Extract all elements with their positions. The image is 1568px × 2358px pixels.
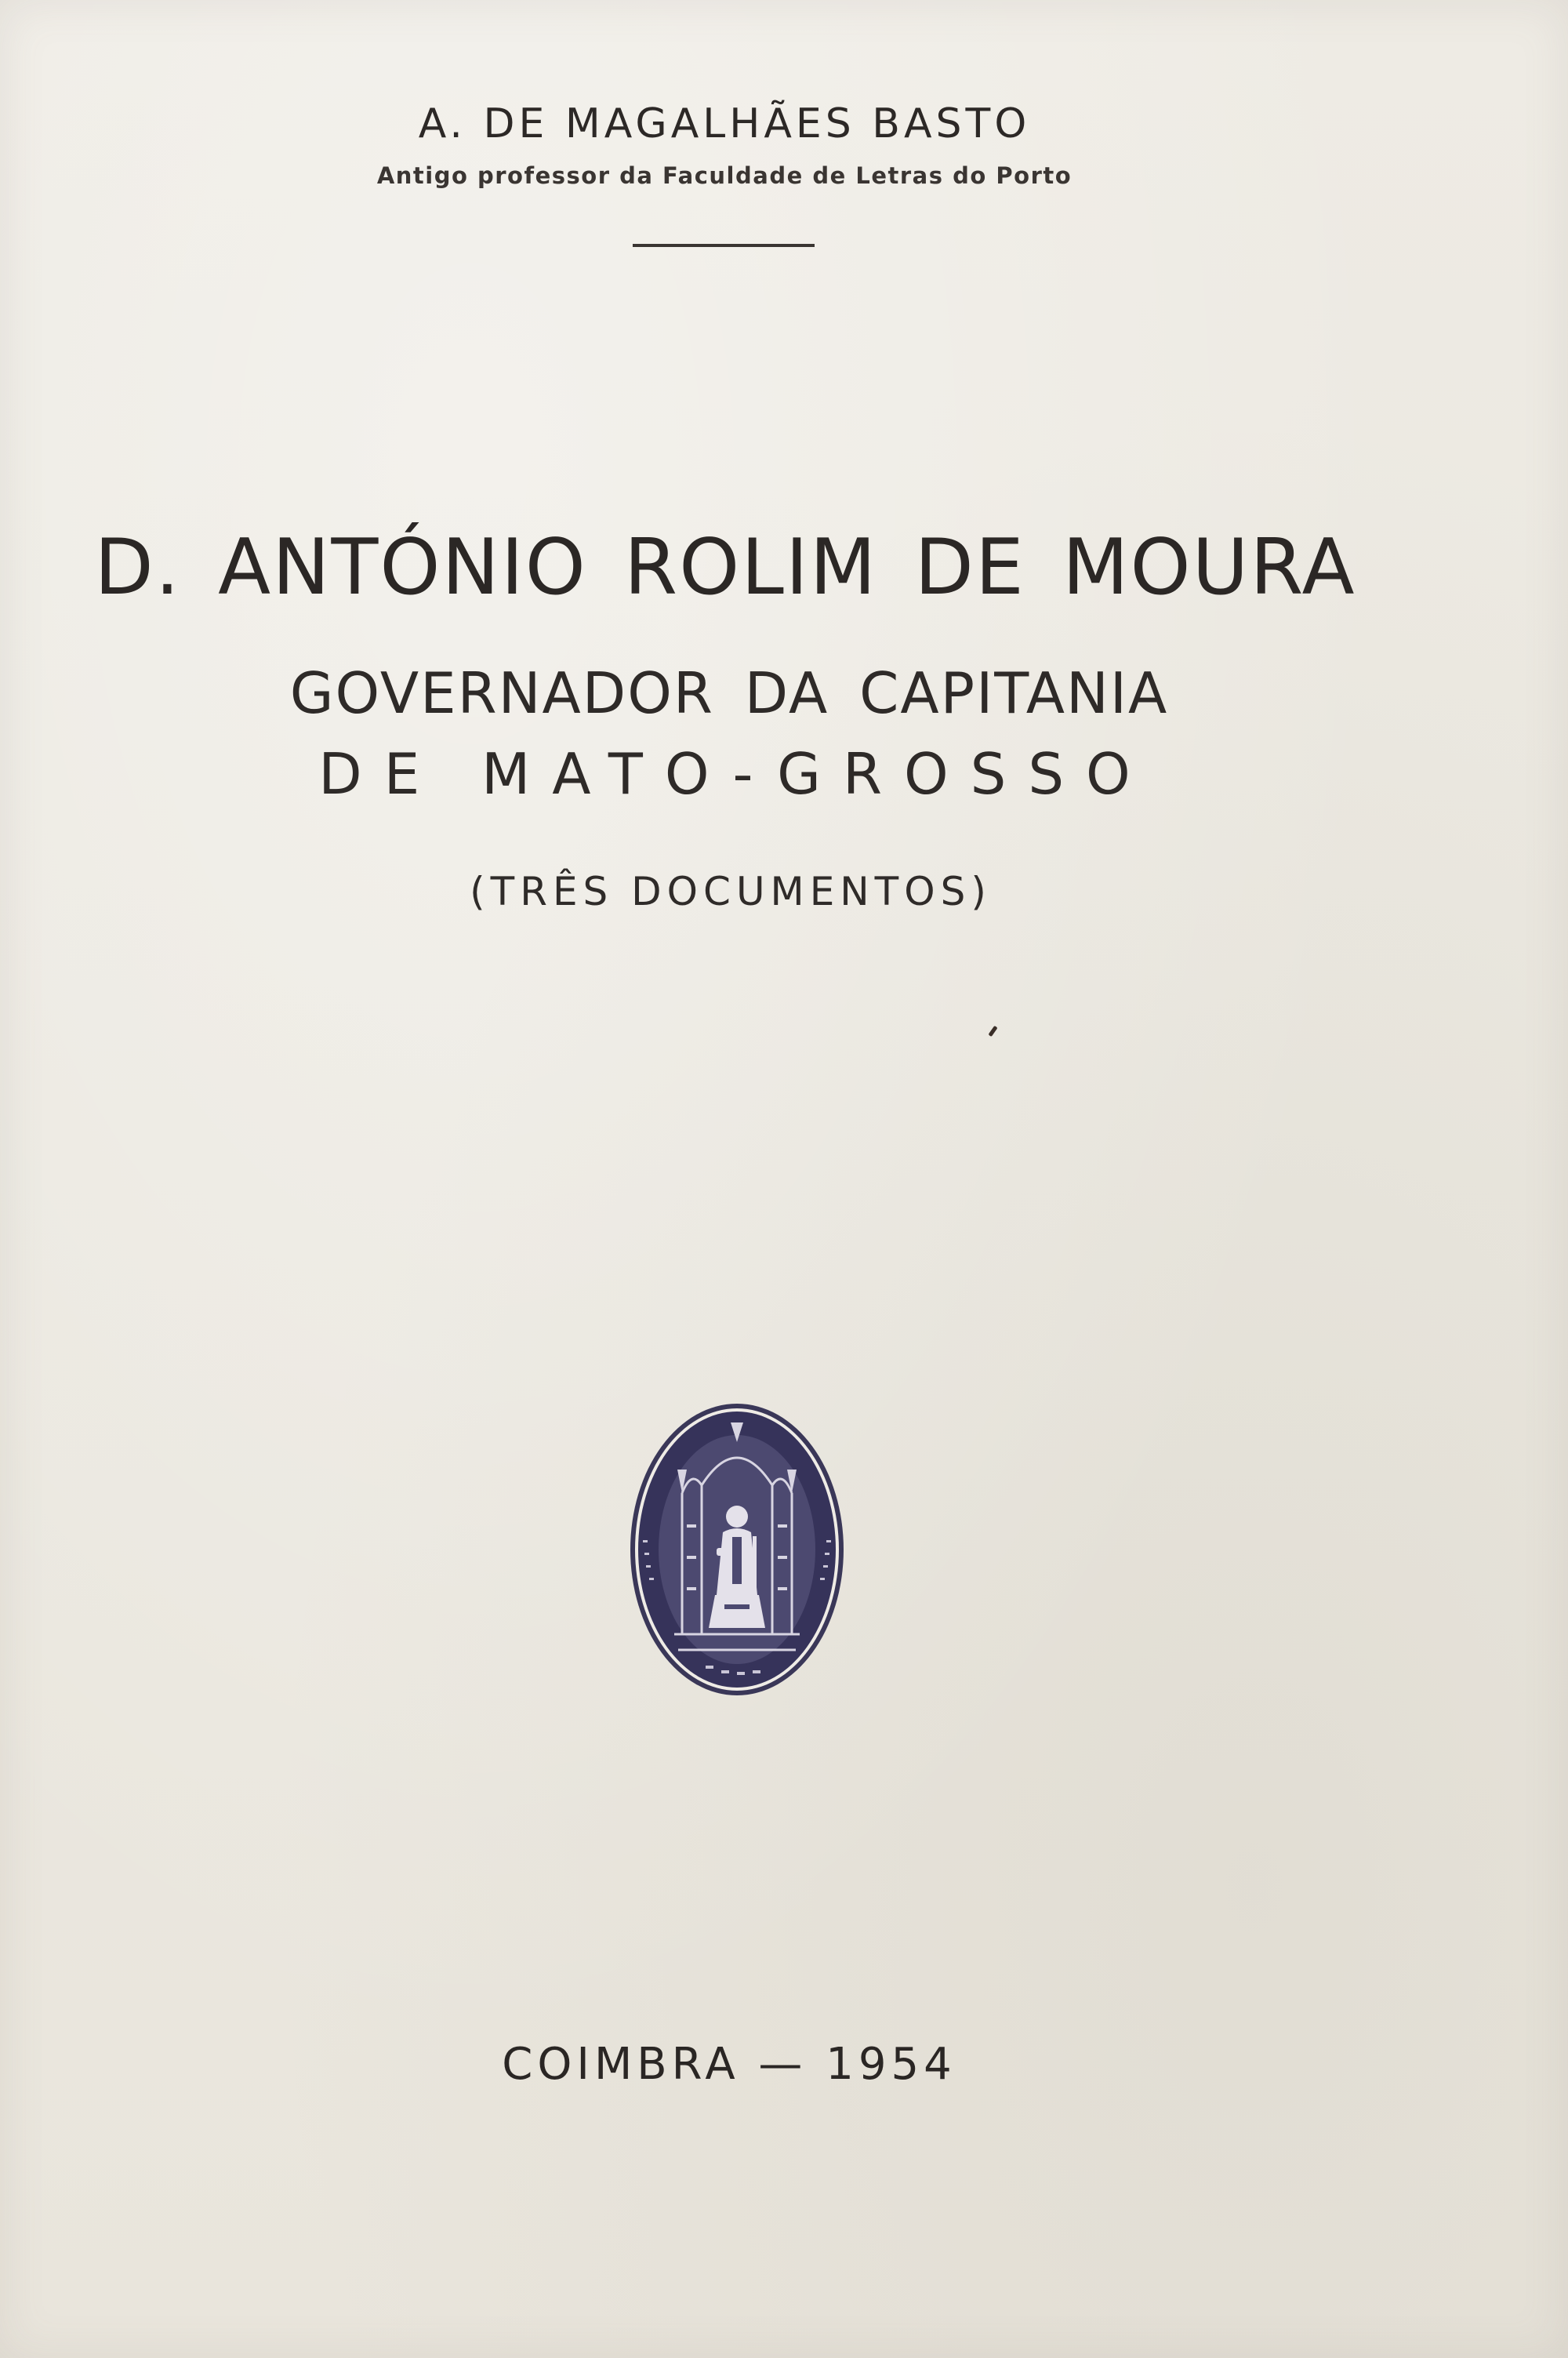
imprint-place-year: COIMBRA — 1954: [502, 2039, 956, 2090]
book-title: D. ANTÓNIO ROLIM DE MOURA: [94, 523, 1356, 612]
university-seal-icon: [627, 1399, 847, 1700]
author-name: A. DE MAGALHÃES BASTO: [418, 100, 1031, 147]
author-affiliation: Antigo professor da Faculdade de Letras do Porto: [376, 162, 1073, 189]
divider-rule: [633, 244, 815, 247]
book-subtitle-line1: GOVERNADOR DA CAPITANIA: [289, 660, 1169, 726]
book-subtitle-note: (TRÊS DOCUMENTOS): [470, 869, 992, 914]
book-subtitle-line2: DE MATO-GROSSO: [318, 741, 1152, 807]
ink-speck: [988, 1026, 997, 1037]
